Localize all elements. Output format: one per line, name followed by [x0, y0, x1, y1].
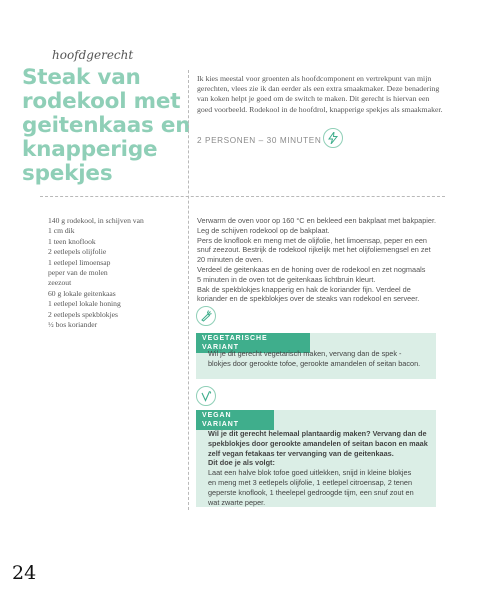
variant-line: spekblokjes door gerookte amandelen of seitan bacon en maak — [208, 438, 428, 448]
servings-time: 2 PERSONEN – 30 MINUTEN — [197, 136, 322, 145]
recipe-title — [22, 66, 192, 186]
vegan-variant-box — [196, 410, 436, 507]
category-label: hoofdgerecht — [52, 48, 134, 62]
title-line: Steak van — [22, 65, 141, 90]
vegetarian-variant-text — [208, 349, 430, 369]
method-line: koriander en de spekblokjes over de steaks van rodekool en serveer. — [197, 294, 420, 304]
ingredient-item: 1 eetlepel lokale honing — [48, 299, 121, 309]
variant-line: Laat een halve blok tofoe goed uitlekken, snijd in kleine blokjes — [208, 468, 412, 478]
ingredient-item: zeezout — [48, 278, 72, 288]
lightning-bolt-icon — [323, 128, 343, 148]
vegan-variant-text — [208, 429, 430, 507]
title-line: knapperige — [22, 137, 158, 162]
variant-line: Wil je dit gerecht helemaal plantaardig maken? Vervang dan de — [208, 429, 427, 438]
title-line: spekjes — [22, 161, 113, 186]
vegan-v-icon — [196, 386, 216, 406]
method-text — [197, 216, 447, 304]
variant-line: zelf vegan fetakaas ter vervanging van de geitenkaas. — [208, 448, 394, 458]
ingredient-item: 2 eetlepels olijfolie — [48, 247, 107, 257]
variant-line: en meng met 3 eetlepels olijfolie, 1 eetlepel citroensap, 2 tenen — [208, 477, 413, 487]
ingredient-item: 1 teen knoflook — [48, 236, 96, 246]
vertical-divider — [188, 70, 189, 510]
method-line: Verwarm de oven voor op 160 °C en bekleed een bakplaat met bakpapier. — [197, 216, 437, 225]
ingredient-item: 1 eetlepel limoensap — [48, 257, 111, 267]
ingredient-item: 1 cm dik — [48, 226, 75, 236]
ingredient-item: ½ bos koriander — [48, 320, 98, 330]
method-line: snuf zeezout. Bestrijk de rodekool rijkelijk met het olijfoliemengsel en zet — [197, 245, 431, 255]
method-line: 5 minuten in de oven tot de geitenkaas lichtbruin kleurt. — [197, 274, 376, 284]
method-line: Verdeel de geitenkaas en de honing over de rodekool en zet nogmaals — [197, 264, 426, 274]
horizontal-divider — [40, 196, 445, 197]
page-number: 24 — [12, 562, 37, 584]
ingredient-item: peper van de molen — [48, 268, 108, 278]
ingredient-item: 2 eetlepels spekblokjes — [48, 309, 119, 319]
vegan-variant-label: VEGAN VARIANT — [196, 410, 274, 430]
method-line: Pers de knoflook en meng met de olijfolie, het limoensap, peper en een — [197, 235, 427, 245]
vegetarian-variant-label: VEGETARISCHE VARIANT — [196, 333, 310, 353]
vegetarian-variant-box — [196, 333, 436, 379]
variant-line: geperste knoflook, 1 theelepel gedroogde tijm, een snuf zout en — [208, 487, 414, 497]
carrot-icon — [196, 306, 216, 326]
variant-line: Wil je dit gerecht vegetarisch maken, vervang dan de spek - — [208, 349, 402, 358]
title-line: rodekool met — [22, 89, 181, 114]
variant-line: Dit doe je als volgt: — [208, 458, 275, 468]
title-line: geitenkaas en — [22, 113, 191, 138]
variant-line: wat zwarte peper. — [208, 497, 266, 507]
ingredient-list — [48, 216, 186, 330]
ingredient-item: 60 g lokale geitenkaas — [48, 288, 116, 298]
method-line: 20 minuten de oven. — [197, 255, 264, 265]
method-line: Leg de schijven rodekool op de bakplaat. — [197, 225, 330, 235]
intro-text: Ik kies meestal voor groenten als hoofdcomponent en vertrekpunt van mijn gerechten, vlees zie ik dan eerder als een extra smaakmaker. Deze benadering van koken helpt je goed om de switch te maken. Dit gerecht is hiervan een goed voorbeeld. Rodekool in de hoofdrol, knapperige spekjes als smaakmaker. — [197, 74, 443, 114]
ingredient-item: 140 g rodekool, in schijven van — [48, 216, 144, 225]
variant-line: blokjes door gerookte tofoe, gerookte amandelen of seitan bacon. — [208, 358, 421, 368]
method-line: Bak de spekblokjes knapperig en hak de koriander fijn. Verdeel de — [197, 284, 411, 294]
